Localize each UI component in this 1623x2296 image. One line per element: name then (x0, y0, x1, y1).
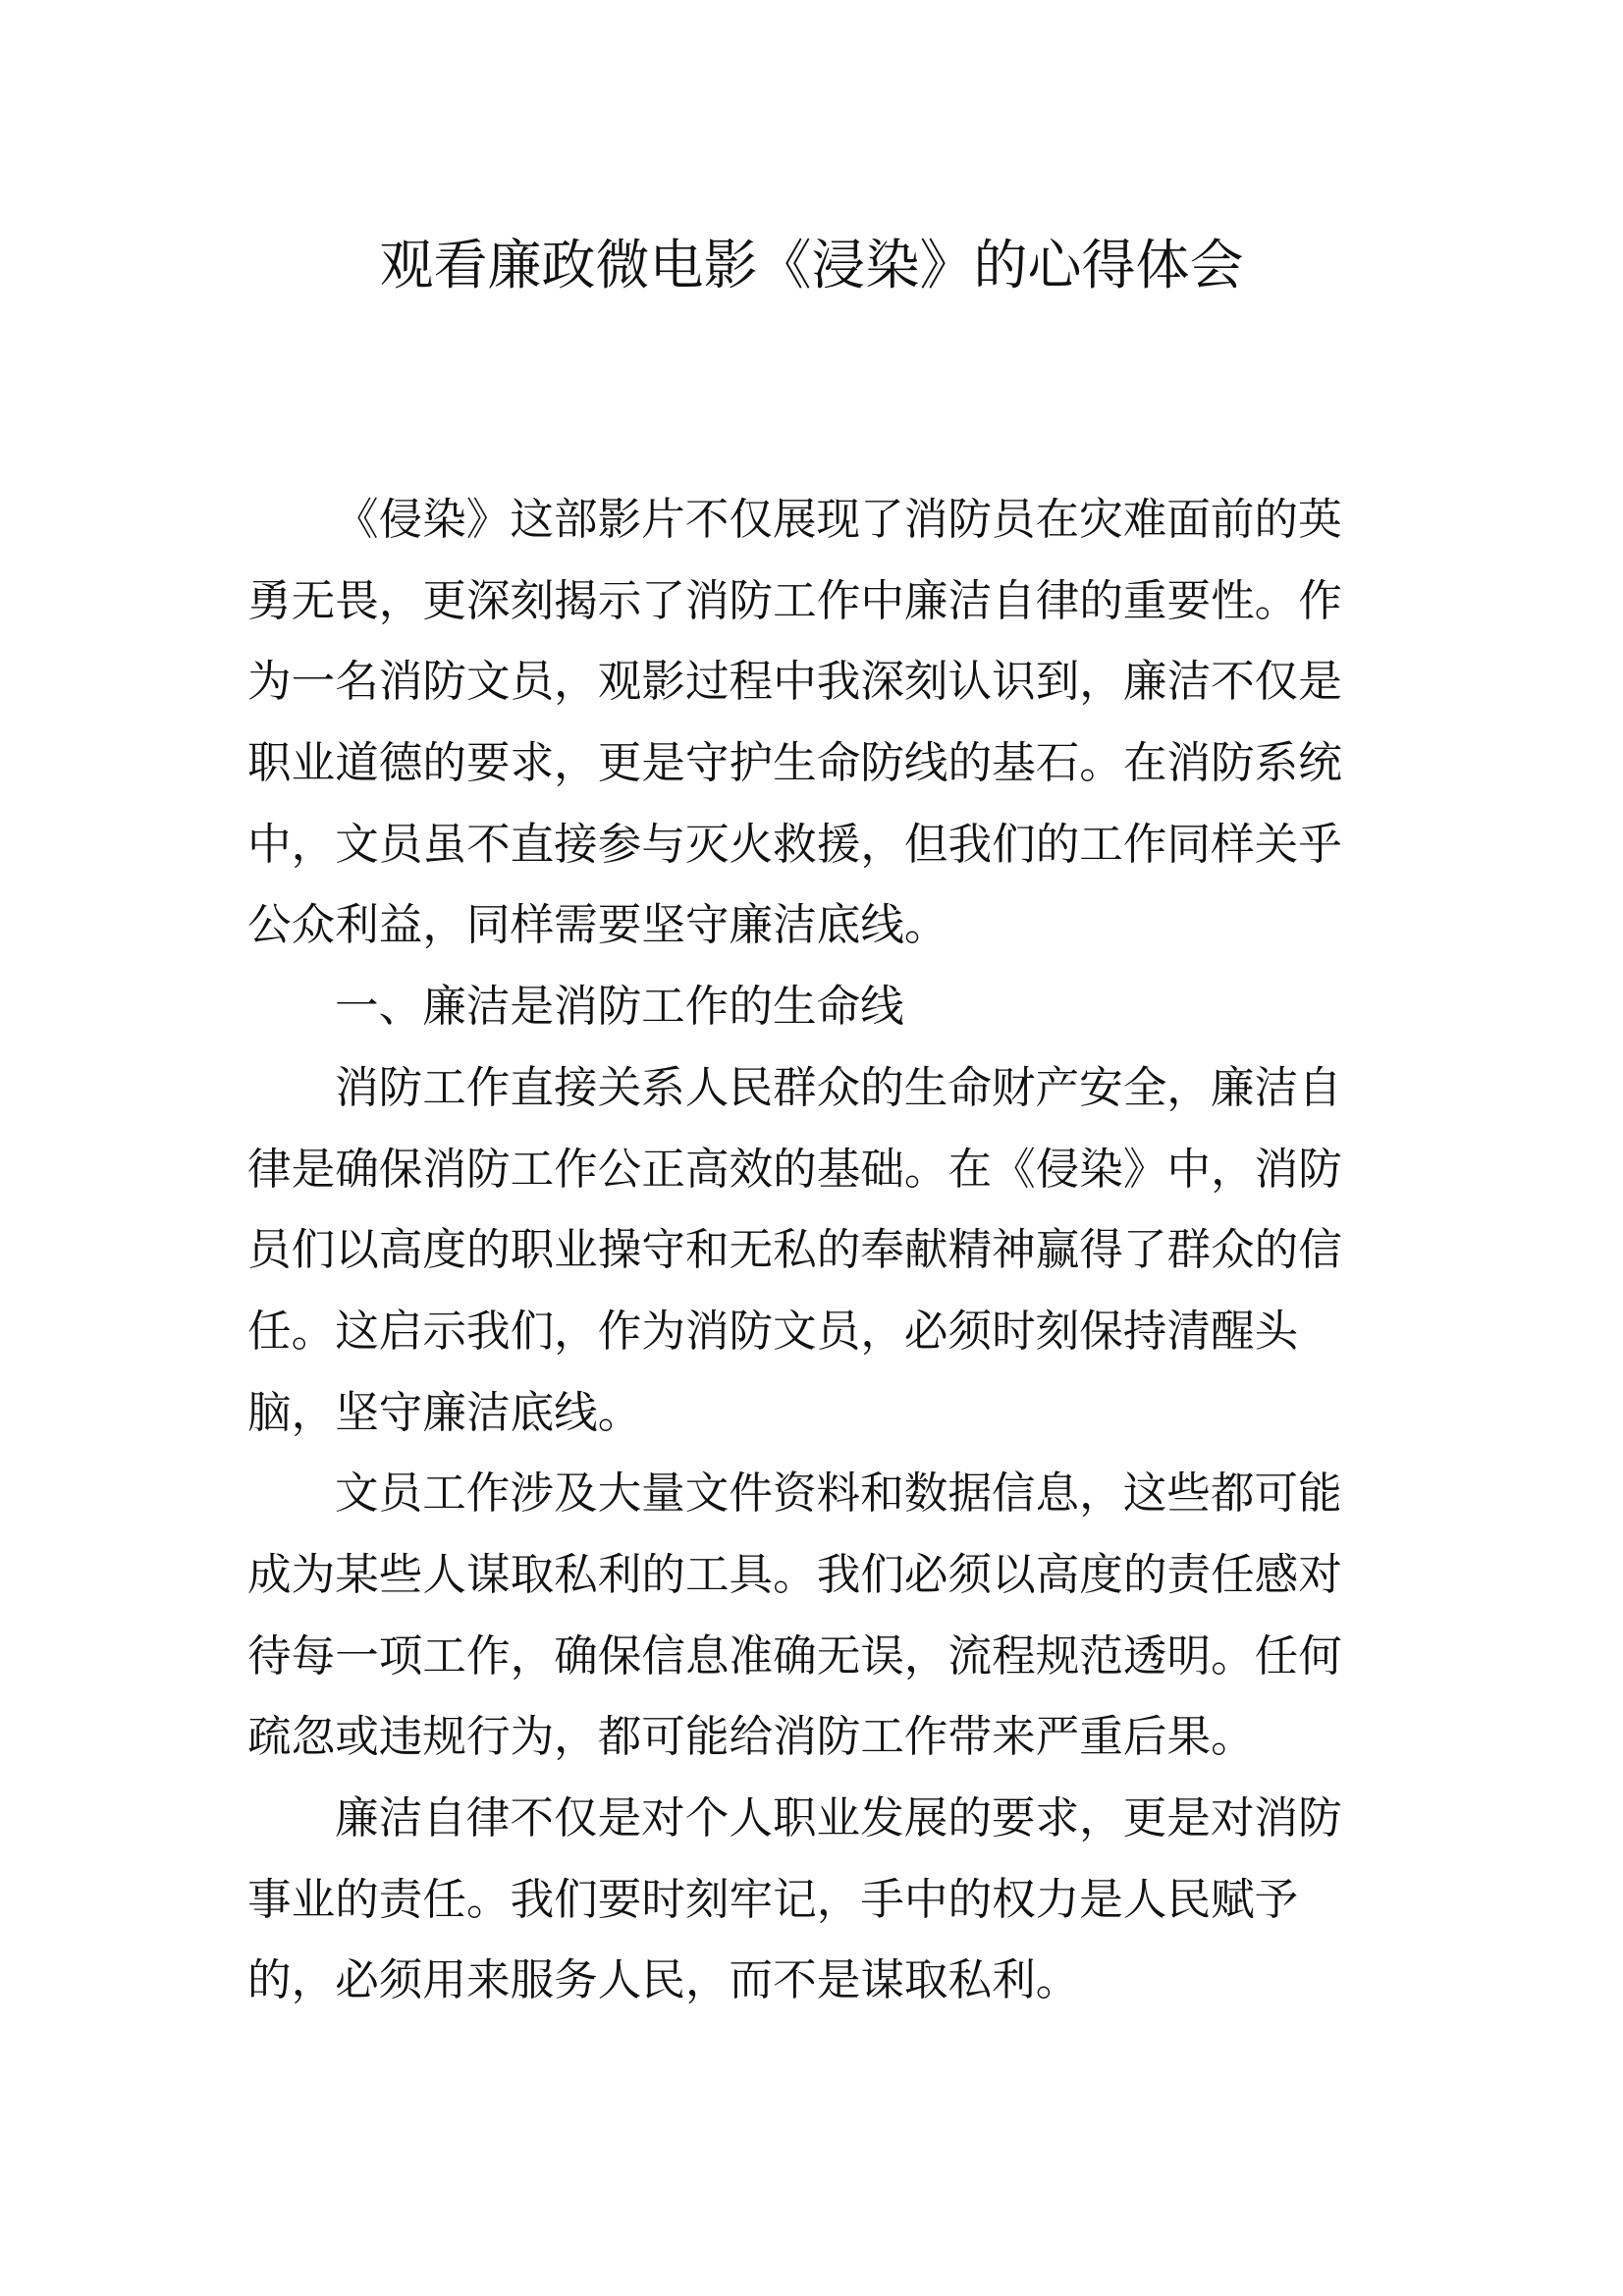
text-line: 成为某些人谋取私利的工具。我们必须以高度的责任感对 (247, 1548, 1342, 1600)
paragraph (247, 1453, 1352, 1778)
text-line: 职业道德的要求，更是守护生命防线的基石。在消防系统 (247, 737, 1342, 789)
text-line: 公众利益，同样需要坚守廉洁底线。 (247, 899, 948, 951)
text-line: 待每一项工作，确保信息准确无误，流程规范透明。任何 (247, 1629, 1342, 1682)
text-line: 员们以高度的职业操守和无私的奉献精神赢得了群众的信 (247, 1224, 1342, 1276)
text-line: 廉洁自律不仅是对个人职业发展的要求，更是对消防 (335, 1792, 1342, 1843)
paragraph (247, 1047, 1352, 1453)
text-line: 的，必须用来服务人民，而不是谋取私利。 (247, 1954, 1080, 2006)
text-line: 疏忽或违规行为，都可能给消防工作带来严重后果。 (247, 1711, 1255, 1763)
document-body (247, 479, 1352, 2021)
text-line: 为一名消防文员，观影过程中我深刻认识到，廉洁不仅是 (247, 656, 1342, 708)
text-line: 消防工作直接关系人民群众的生命财产安全，廉洁自 (335, 1061, 1342, 1113)
text-line: 事业的责任。我们要时刻牢记，手中的权力是人民赋予 (247, 1873, 1299, 1925)
text-line: 任。这启示我们，作为消防文员，必须时刻保持清醒头 (247, 1305, 1299, 1357)
text-line: 文员工作涉及大量文件资料和数据信息，这些都可能 (335, 1468, 1342, 1520)
paragraph (247, 479, 1352, 966)
text-line: 一、廉洁是消防工作的生命线 (335, 981, 904, 1033)
text-line: 勇无畏，更深刻揭示了消防工作中廉洁自律的重要性。作 (247, 574, 1342, 626)
text-line: 律是确保消防工作公正高效的基础。在《侵染》中，消防 (247, 1143, 1342, 1195)
document-title: 观看廉政微电影《浸染》的心得体会 (379, 234, 1244, 296)
section-heading (247, 966, 1352, 1047)
text-line: 《侵染》这部影片不仅展现了消防员在灾难面前的英 (335, 494, 1342, 545)
text-line: 中，文员虽不直接参与灭火救援，但我们的工作同样关乎 (247, 818, 1342, 870)
paragraph (247, 1778, 1352, 2021)
text-line: 脑，坚守廉洁底线。 (247, 1386, 642, 1438)
